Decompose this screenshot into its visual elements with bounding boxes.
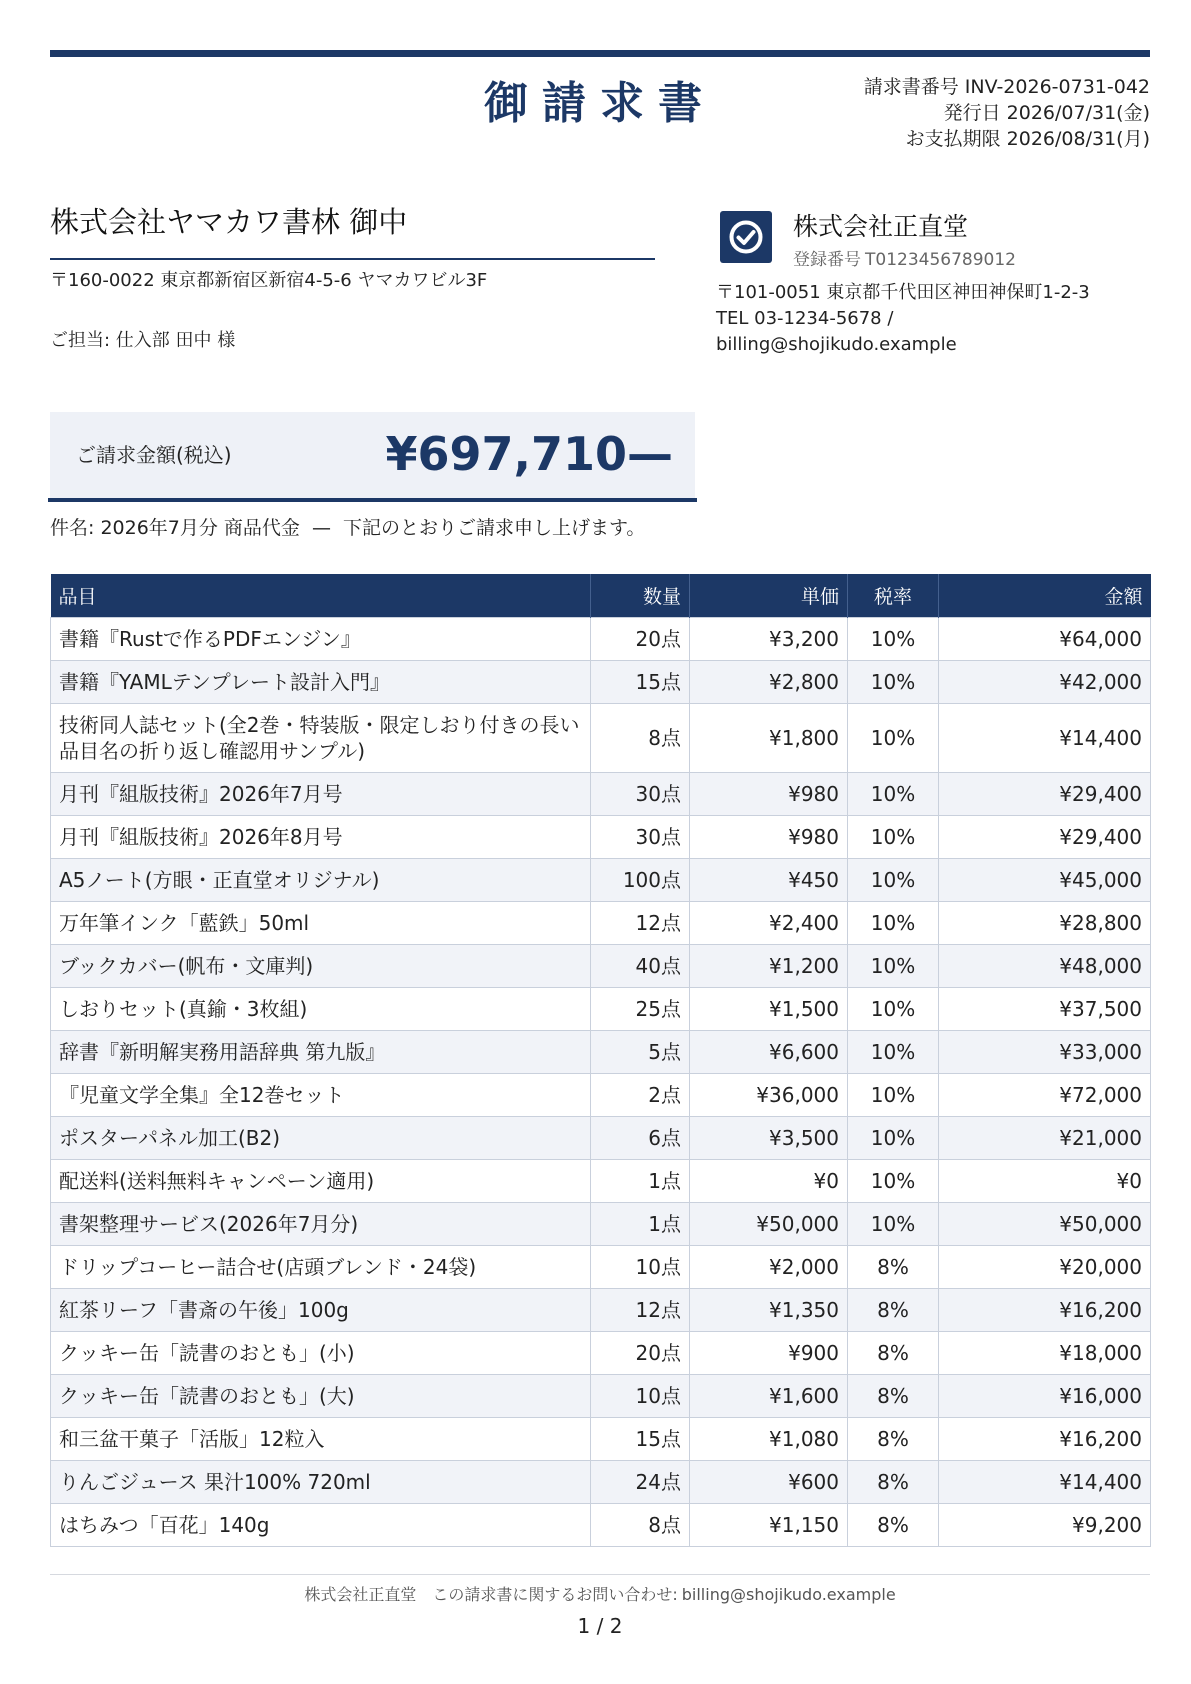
quantity-cell: 15点 [591,661,690,704]
amount-cell: ¥28,800 [939,902,1151,945]
issuer-registration [793,248,1016,272]
table-row [51,704,1151,773]
amount-cell: ¥48,000 [939,945,1151,988]
total-amount-label: ご請求金額(税込) [76,443,232,467]
item-name-cell: ブックカバー(帆布・文庫判) [51,945,591,988]
item-name-cell: A5ノート(方眼・正直堂オリジナル) [51,859,591,902]
item-name-cell: ドリップコーヒー詰合せ(店頭ブレンド・24袋) [51,1246,591,1289]
unit-price-cell: ¥2,000 [690,1246,848,1289]
unit-price-cell: ¥1,800 [690,704,848,773]
unit-price-cell: ¥50,000 [690,1203,848,1246]
item-name-cell: 和三盆干菓子「活版」12粒入 [51,1418,591,1461]
table-row [51,1203,1151,1246]
tax-rate-cell: 10% [848,1203,939,1246]
issuer-contact-info [716,280,1090,358]
amount-cell: ¥45,000 [939,859,1151,902]
issuer-seal [720,211,772,263]
invoice-meta [864,74,1150,152]
amount-cell: ¥72,000 [939,1074,1151,1117]
unit-price-cell: ¥3,500 [690,1117,848,1160]
issuer-address: 〒101-0051 東京都千代田区神田神保町1-2-3 [716,282,1090,303]
quantity-cell: 1点 [591,1203,690,1246]
unit-price-cell: ¥980 [690,773,848,816]
amount-cell: ¥0 [939,1160,1151,1203]
item-name-cell: ポスターパネル加工(B2) [51,1117,591,1160]
unit-price-cell: ¥1,600 [690,1375,848,1418]
total-amount-value: ¥697,710— [385,427,673,481]
tax-rate-cell: 8% [848,1418,939,1461]
document-title: 御請求書 [484,78,716,129]
issue-date: 2026/07/31(金) [1006,102,1150,124]
item-name-cell: 書架整理サービス(2026年7月分) [51,1203,591,1246]
subject-text: 件名: 2026年7月分 商品代金 [50,517,300,539]
quantity-cell: 2点 [591,1074,690,1117]
amount-cell: ¥37,500 [939,988,1151,1031]
page-number: 1 / 2 [577,1614,623,1638]
unit-price-cell: ¥980 [690,816,848,859]
table-row [51,1246,1151,1289]
tax-rate-cell: 10% [848,945,939,988]
tax-rate-cell: 8% [848,1461,939,1504]
tax-rate-cell: 8% [848,1504,939,1547]
tax-rate-cell: 8% [848,1332,939,1375]
unit-price-cell: ¥0 [690,1160,848,1203]
invoice-number: INV-2026-0731-042 [964,76,1150,98]
item-name-cell: 紅茶リーフ「書斎の午後」100g [51,1289,591,1332]
quantity-cell: 8点 [591,704,690,773]
amount-cell: ¥21,000 [939,1117,1151,1160]
table-row [51,945,1151,988]
check-icon [728,219,764,255]
due-date-row [864,126,1150,152]
table-row [51,1418,1151,1461]
amount-cell: ¥29,400 [939,816,1151,859]
amount-cell: ¥29,400 [939,773,1151,816]
table-row [51,1375,1151,1418]
unit-price-cell: ¥1,080 [690,1418,848,1461]
unit-price-cell: ¥450 [690,859,848,902]
item-name-cell: 配送料(送料無料キャンペーン適用) [51,1160,591,1203]
amount-cell: ¥20,000 [939,1246,1151,1289]
tax-rate-cell: 10% [848,1074,939,1117]
item-name-cell: 万年筆インク「藍鉄」50ml [51,902,591,945]
tax-rate-cell: 8% [848,1375,939,1418]
quantity-cell: 15点 [591,1418,690,1461]
table-row [51,1289,1151,1332]
table-row [51,816,1151,859]
tax-rate-cell: 10% [848,816,939,859]
unit-price-cell: ¥2,400 [690,902,848,945]
unit-price-cell: ¥36,000 [690,1074,848,1117]
issuer-name: 株式会社正直堂 [793,212,969,241]
table-row [51,1332,1151,1375]
invoice-subject [50,514,645,542]
amount-cell: ¥33,000 [939,1031,1151,1074]
tax-rate-cell: 10% [848,704,939,773]
line-items-table [50,574,1151,1547]
table-header-row [51,574,1151,618]
item-name-cell: 辞書『新明解実務用語辞典 第九版』 [51,1031,591,1074]
issuer-tel: TEL 03-1234-5678 / [716,308,894,329]
header-unit-price: 単価 [690,574,848,618]
invoice-number-row [864,74,1150,100]
client-address: 〒160-0022 東京都新宿区新宿4-5-6 ヤマカワビル3F [50,270,488,291]
due-date-label: お支払期限 [905,128,1001,150]
tax-rate-cell: 10% [848,1031,939,1074]
quantity-cell: 100点 [591,859,690,902]
quantity-cell: 10点 [591,1375,690,1418]
tax-rate-cell: 8% [848,1246,939,1289]
unit-price-cell: ¥1,500 [690,988,848,1031]
quantity-cell: 40点 [591,945,690,988]
unit-price-cell: ¥2,800 [690,661,848,704]
amount-cell: ¥14,400 [939,704,1151,773]
table-row [51,618,1151,661]
due-date: 2026/08/31(月) [1006,128,1150,150]
item-name-cell: りんごジュース 果汁100% 720ml [51,1461,591,1504]
unit-price-cell: ¥1,200 [690,945,848,988]
tax-rate-cell: 10% [848,1117,939,1160]
item-name-cell: しおりセット(真鍮・3枚組) [51,988,591,1031]
subject-dash: — [311,517,331,539]
item-name-cell: 技術同人誌セット(全2巻・特装版・限定しおり付きの長い品目名の折り返し確認用サンプル) [51,704,591,773]
quantity-cell: 5点 [591,1031,690,1074]
table-row [51,1504,1151,1547]
issuer-email: billing@shojikudo.example [716,334,957,355]
amount-cell: ¥14,400 [939,1461,1151,1504]
quantity-cell: 30点 [591,773,690,816]
header-tax-rate: 税率 [848,574,939,618]
header-amount: 金額 [939,574,1151,618]
table-row [51,859,1151,902]
item-name-cell: 書籍『YAMLテンプレート設計入門』 [51,661,591,704]
issue-date-row [864,100,1150,126]
item-name-cell: クッキー缶「読書のおとも」(小) [51,1332,591,1375]
table-row [51,773,1151,816]
item-name-cell: はちみつ「百花」140g [51,1504,591,1547]
quantity-cell: 1点 [591,1160,690,1203]
registration-number: T0123456789012 [865,250,1016,270]
client-name-underline [50,258,655,260]
amount-cell: ¥50,000 [939,1203,1151,1246]
table-row [51,1160,1151,1203]
footer-divider [50,1574,1150,1575]
tax-rate-cell: 10% [848,773,939,816]
tax-rate-cell: 10% [848,618,939,661]
client-name: 株式会社ヤマカワ書林 御中 [50,205,408,239]
quantity-cell: 25点 [591,988,690,1031]
quantity-cell: 10点 [591,1246,690,1289]
tax-rate-cell: 10% [848,661,939,704]
unit-price-cell: ¥6,600 [690,1031,848,1074]
table-row [51,1117,1151,1160]
table-row [51,902,1151,945]
unit-price-cell: ¥1,150 [690,1504,848,1547]
footer-email: billing@shojikudo.example [681,1585,896,1604]
footer-inquiry-label: この請求書に関するお問い合わせ: [432,1585,678,1604]
header-quantity: 数量 [591,574,690,618]
header-accent-bar [50,50,1150,57]
tax-rate-cell: 10% [848,859,939,902]
amount-cell: ¥9,200 [939,1504,1151,1547]
item-name-cell: 書籍『Rustで作るPDFエンジン』 [51,618,591,661]
tax-rate-cell: 8% [848,1289,939,1332]
amount-cell: ¥16,200 [939,1289,1151,1332]
amount-cell: ¥16,200 [939,1418,1151,1461]
quantity-cell: 24点 [591,1461,690,1504]
subject-note: 下記のとおりご請求申し上げます。 [342,517,646,539]
item-name-cell: 月刊『組版技術』2026年7月号 [51,773,591,816]
registration-label: 登録番号 [793,250,861,270]
total-amount-underline [48,498,697,502]
table-row [51,1031,1151,1074]
table-body [51,618,1151,1547]
amount-cell: ¥64,000 [939,618,1151,661]
tax-rate-cell: 10% [848,988,939,1031]
tax-rate-cell: 10% [848,1160,939,1203]
quantity-cell: 8点 [591,1504,690,1547]
footer-contact [50,1584,1150,1606]
quantity-cell: 20点 [591,1332,690,1375]
table-row [51,988,1151,1031]
amount-cell: ¥16,000 [939,1375,1151,1418]
item-name-cell: 『児童文学全集』全12巻セット [51,1074,591,1117]
unit-price-cell: ¥600 [690,1461,848,1504]
unit-price-cell: ¥3,200 [690,618,848,661]
quantity-cell: 6点 [591,1117,690,1160]
amount-cell: ¥42,000 [939,661,1151,704]
amount-cell: ¥18,000 [939,1332,1151,1375]
quantity-cell: 12点 [591,1289,690,1332]
table-row [51,1461,1151,1504]
footer-company: 株式会社正直堂 [304,1585,417,1604]
quantity-cell: 12点 [591,902,690,945]
unit-price-cell: ¥900 [690,1332,848,1375]
total-amount-box [50,412,695,498]
header-item-name: 品目 [51,574,591,618]
invoice-number-label: 請求書番号 [863,76,959,98]
table-row [51,661,1151,704]
unit-price-cell: ¥1,350 [690,1289,848,1332]
item-name-cell: クッキー缶「読書のおとも」(大) [51,1375,591,1418]
item-name-cell: 月刊『組版技術』2026年8月号 [51,816,591,859]
quantity-cell: 20点 [591,618,690,661]
tax-rate-cell: 10% [848,902,939,945]
issue-date-label: 発行日 [943,102,1001,124]
table-row [51,1074,1151,1117]
quantity-cell: 30点 [591,816,690,859]
client-contact: ご担当: 仕入部 田中 様 [50,330,236,351]
